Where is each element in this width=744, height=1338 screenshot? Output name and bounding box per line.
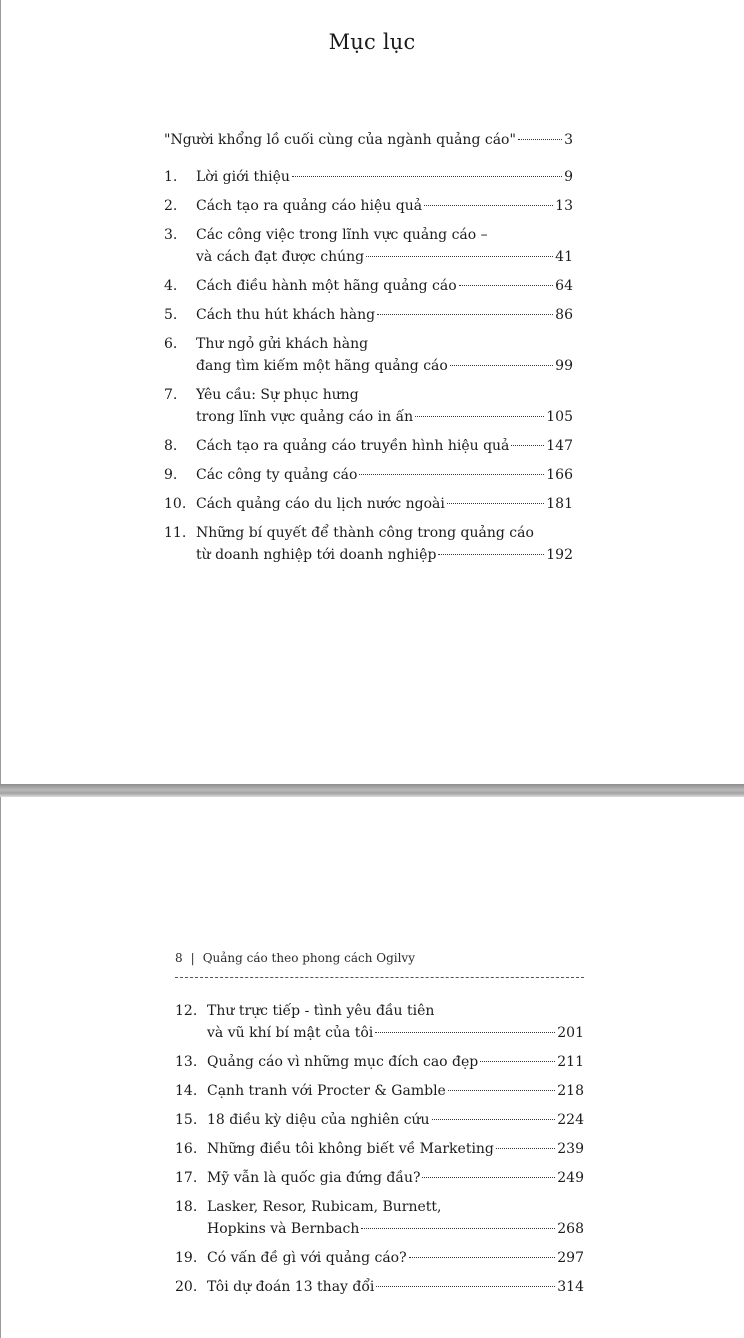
header-running-title: Quảng cáo theo phong cách Ogilvy <box>202 951 415 965</box>
toc-entry-text: Yêu cầu: Sự phục hưng <box>196 387 359 403</box>
toc-entry-number: 4. <box>164 278 178 294</box>
toc-entry[interactable] <box>175 1000 584 1044</box>
toc-page-number: 211 <box>557 1054 584 1070</box>
toc-entry-number: 15. <box>175 1112 198 1128</box>
toc-entry-text: Tôi dự đoán 13 thay đổi <box>207 1279 375 1295</box>
dot-leader <box>438 554 544 555</box>
toc-entry[interactable] <box>164 224 573 268</box>
page-title: Mục lục <box>328 30 416 54</box>
toc-entry[interactable] <box>175 1196 584 1240</box>
toc-entry[interactable] <box>175 1138 584 1160</box>
toc-page-number: 268 <box>557 1221 584 1237</box>
toc-page-number: 239 <box>557 1141 584 1157</box>
toc-page-number: 249 <box>557 1170 584 1186</box>
toc-page-number: 314 <box>557 1279 584 1295</box>
toc-page-number: 224 <box>557 1112 584 1128</box>
toc-entry[interactable] <box>164 435 573 457</box>
toc-entry[interactable] <box>164 304 573 326</box>
toc-page-number: 64 <box>555 278 573 294</box>
toc-entry-number: 10. <box>164 496 187 512</box>
dot-leader <box>459 285 553 286</box>
dot-leader <box>511 445 544 446</box>
toc-page-number: 147 <box>546 438 573 454</box>
toc-entry-number: 8. <box>164 438 178 454</box>
dot-leader <box>447 503 544 504</box>
toc-entry-number: 7. <box>164 387 178 403</box>
toc-list-page-two <box>175 1000 584 1305</box>
toc-entry[interactable] <box>175 1051 584 1073</box>
toc-entry-text: Các công ty quảng cáo <box>196 467 358 483</box>
toc-entry-text: Mỹ vẫn là quốc gia đứng đầu? <box>207 1170 421 1186</box>
dot-leader <box>366 256 553 257</box>
toc-page-number: 9 <box>564 169 573 185</box>
toc-entry[interactable] <box>164 522 573 566</box>
toc-entry[interactable] <box>164 166 573 188</box>
toc-entry-text: Cách quảng cáo du lịch nước ngoài <box>196 496 445 512</box>
toc-entry-number: 6. <box>164 336 178 352</box>
toc-page-number: 13 <box>555 198 573 214</box>
toc-entry-number: 3. <box>164 227 178 243</box>
toc-entry-text: Các công việc trong lĩnh vực quảng cáo – <box>196 227 488 243</box>
dot-leader <box>496 1148 555 1149</box>
toc-entry-number: 18. <box>175 1199 198 1215</box>
dot-leader <box>377 314 553 315</box>
toc-entry-text: Có vấn đề gì với quảng cáo? <box>207 1250 407 1266</box>
page-separator <box>0 784 744 797</box>
dot-leader <box>415 416 544 417</box>
toc-entry[interactable] <box>164 275 573 297</box>
toc-entry-text: 18 điều kỳ diệu của nghiên cứu <box>207 1112 430 1128</box>
toc-entry-text: Thư ngỏ gửi khách hàng <box>196 336 369 352</box>
toc-entry-number: 14. <box>175 1083 198 1099</box>
toc-entry-text: "Người khổng lồ cuối cùng của ngành quảng cáo" <box>164 132 516 148</box>
toc-entry-text: Hopkins và Bernbach <box>207 1221 360 1237</box>
toc-page-number: 181 <box>546 496 573 512</box>
toc-page-number: 99 <box>555 358 573 374</box>
toc-entry-text: Những bí quyết để thành công trong quảng cáo <box>196 525 534 541</box>
dot-leader <box>292 176 562 177</box>
dot-leader <box>424 205 553 206</box>
toc-entry-number: 16. <box>175 1141 198 1157</box>
toc-entry-text: Lasker, Resor, Rubicam, Burnett, <box>207 1199 442 1215</box>
toc-entry-number: 20. <box>175 1279 198 1295</box>
toc-entry[interactable] <box>164 333 573 377</box>
dot-leader <box>518 139 562 140</box>
toc-entry-text: Những điều tôi không biết về Marketing <box>207 1141 494 1157</box>
toc-entry-text: từ doanh nghiệp tới doanh nghiệp <box>196 547 437 563</box>
dot-leader <box>432 1119 556 1120</box>
header-page-number: 8 <box>175 951 183 965</box>
toc-entry[interactable] <box>164 195 573 217</box>
toc-entry-text: đang tìm kiếm một hãng quảng cáo <box>196 358 448 374</box>
dot-leader <box>480 1061 555 1062</box>
toc-page-number: 297 <box>557 1250 584 1266</box>
header-rule <box>175 977 584 978</box>
header-separator: | <box>190 951 195 965</box>
dot-leader <box>359 474 544 475</box>
toc-entry-number: 13. <box>175 1054 198 1070</box>
dot-leader <box>422 1177 555 1178</box>
toc-page-number: 166 <box>546 467 573 483</box>
toc-entry-text: và cách đạt được chúng <box>196 249 365 265</box>
toc-intro-entry[interactable] <box>164 129 573 151</box>
toc-entry[interactable] <box>175 1276 584 1298</box>
toc-entry[interactable] <box>175 1109 584 1131</box>
toc-entry[interactable] <box>175 1247 584 1269</box>
toc-entry-number: 2. <box>164 198 178 214</box>
toc-entry-text: Cách điều hành một hãng quảng cáo <box>196 278 457 294</box>
toc-entry-number: 11. <box>164 525 187 541</box>
dot-leader <box>450 365 553 366</box>
toc-page-number: 86 <box>555 307 573 323</box>
dot-leader <box>409 1257 556 1258</box>
toc-entry[interactable] <box>175 1167 584 1189</box>
toc-page-number: 218 <box>557 1083 584 1099</box>
toc-entry[interactable] <box>164 493 573 515</box>
toc-page-number: 3 <box>564 132 573 148</box>
dot-leader <box>448 1090 555 1091</box>
toc-page-number: 41 <box>555 249 573 265</box>
dot-leader <box>361 1228 555 1229</box>
toc-entry-text: Thư trực tiếp - tình yêu đầu tiên <box>207 1003 435 1019</box>
toc-entry-number: 1. <box>164 169 178 185</box>
toc-page-number: 105 <box>546 409 573 425</box>
toc-entry-text: và vũ khí bí mật của tôi <box>207 1025 374 1041</box>
running-header <box>175 951 584 965</box>
toc-entry[interactable] <box>164 384 573 428</box>
toc-entry-text: Lời giới thiệu <box>196 169 290 185</box>
toc-entry[interactable] <box>164 464 573 486</box>
toc-entry-text: Cạnh tranh với Procter & Gamble <box>207 1083 446 1099</box>
dot-leader <box>376 1286 555 1287</box>
toc-entry-text: Cách thu hút khách hàng <box>196 307 376 323</box>
toc-page-number: 192 <box>546 547 573 563</box>
dot-leader <box>375 1032 555 1033</box>
toc-entry[interactable] <box>175 1080 584 1102</box>
toc-entry-number: 19. <box>175 1250 198 1266</box>
toc-entry-text: Cách tạo ra quảng cáo truyền hình hiệu quả <box>196 438 510 454</box>
toc-page-number: 201 <box>557 1025 584 1041</box>
toc-entry-number: 5. <box>164 307 178 323</box>
toc-entry-text: Cách tạo ra quảng cáo hiệu quả <box>196 198 423 214</box>
toc-entry-number: 12. <box>175 1003 198 1019</box>
toc-entry-text: trong lĩnh vực quảng cáo in ấn <box>196 409 414 425</box>
toc-list-page-one <box>164 129 573 573</box>
toc-entry-number: 9. <box>164 467 178 483</box>
toc-entry-number: 17. <box>175 1170 198 1186</box>
toc-entry-text: Quảng cáo vì những mục đích cao đẹp <box>207 1054 479 1070</box>
